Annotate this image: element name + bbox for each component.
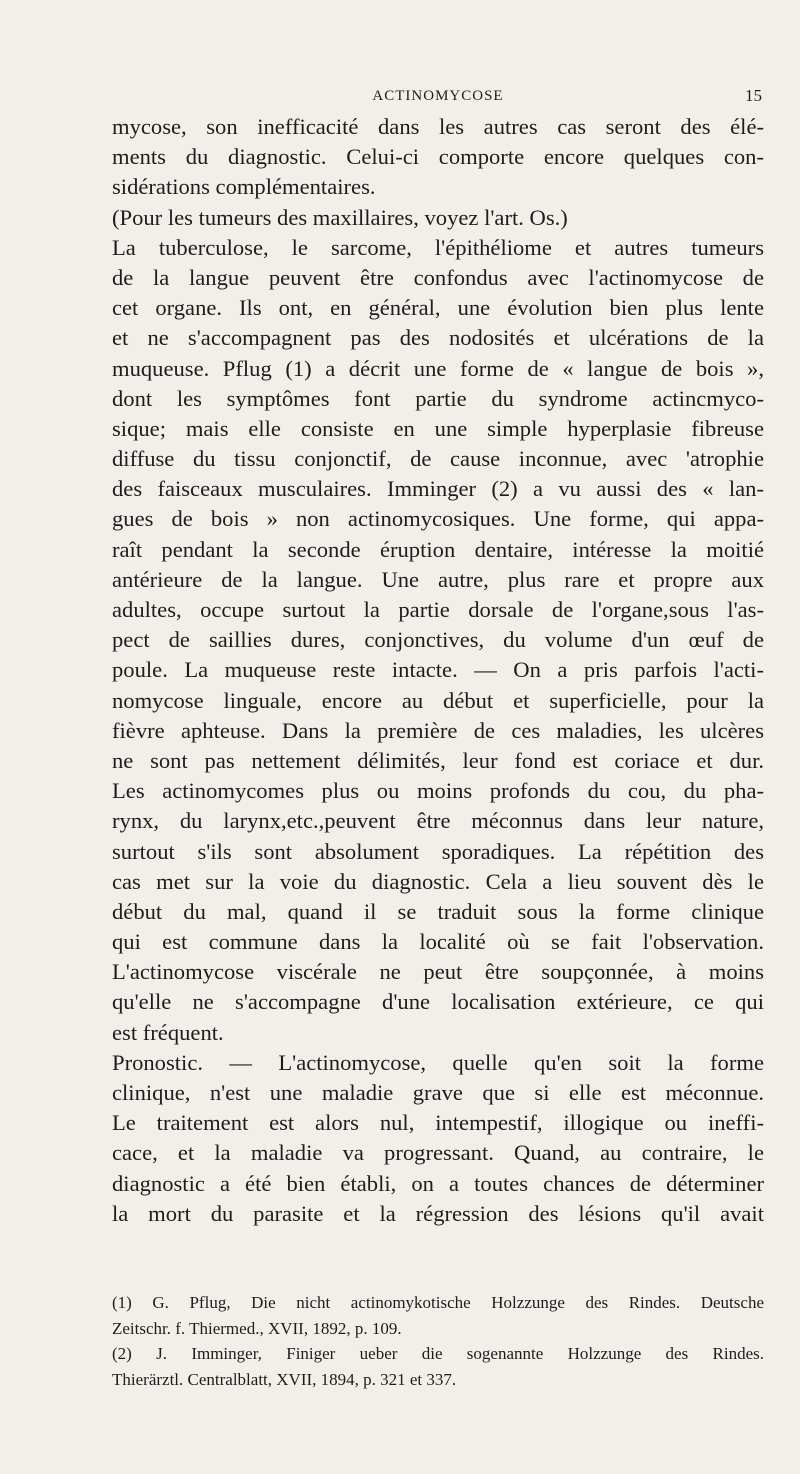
text-line: adultes, occupe surtout la partie dorsale de l'organe,sous l'as- — [112, 597, 764, 622]
text-line: début du mal, quand il se traduit sous la forme clinique — [112, 898, 764, 924]
text-line: cace, et la maladie va progressant. Quand, au contraire, le — [112, 1140, 764, 1166]
text-line: mycose, son inefficacité dans les autres cas seront des élé- — [112, 114, 764, 139]
body-text — [112, 112, 764, 1229]
text-line: qui est commune dans la localité où se fait l'observation. — [112, 929, 764, 955]
text-line: gues de bois » non actinomycosiques. Une forme, qui appa- — [112, 506, 764, 532]
text-line: poule. La muqueuse reste intacte. — On a pris parfois l'acti- — [112, 657, 764, 683]
text-line: nomycose linguale, encore au début et superficielle, pour la — [112, 687, 764, 713]
footnote-line: (2) J. Imminger, Finiger ueber die sogenannte Holzzunge des Rindes. — [112, 1344, 764, 1363]
text-line: est fréquent. — [112, 1019, 224, 1045]
text-line: ments du diagnostic. Celui-ci comporte encore quelques con- — [112, 144, 764, 170]
text-line: antérieure de la langue. Une autre, plus rare et propre aux — [112, 566, 764, 592]
text-line: (Pour les tumeurs des maxillaires, voyez l'art. Os.) — [112, 204, 568, 230]
text-line: surtout s'ils sont absolument sporadiques. La répétition des — [112, 838, 764, 864]
text-line: qu'elle ne s'accompagne d'une localisation extérieure, ce qui — [112, 989, 764, 1015]
footnote-line: Thierärztl. Centralblatt, XVII, 1894, p. 321 et 337. — [112, 1369, 457, 1389]
text-line: Pronostic. — L'actinomycose, quelle qu'en soit la forme — [112, 1049, 764, 1075]
page-number: 15 — [745, 86, 762, 105]
text-line: des faisceaux musculaires. Imminger (2) a vu aussi des « lan- — [112, 476, 764, 502]
text-line: cas met sur la voie du diagnostic. Cela a lieu souvent dès le — [112, 868, 764, 894]
footnote-line: Zeitschr. f. Thiermed., XVII, 1892, p. 109. — [112, 1318, 402, 1338]
text-line: diagnostic a été bien établi, on a toutes chances de déterminer — [112, 1170, 764, 1196]
text-line: Les actinomycomes plus ou moins profonds du cou, du pha- — [112, 778, 764, 804]
text-line: Le traitement est alors nul, intempestif, illogique ou ineffi- — [112, 1110, 764, 1136]
running-head: ACTINOMYCOSE — [372, 88, 504, 104]
text-line: raît pendant la seconde éruption dentaire, intéresse la moitié — [112, 536, 764, 562]
text-line: sique; mais elle consiste en une simple hyperplasie fibreuse — [112, 415, 764, 441]
text-line: dont les symptômes font partie du syndrome actincmyco- — [112, 385, 764, 411]
text-line: et ne s'accompagnent pas des nodosités et ulcérations de la — [112, 325, 764, 351]
text-line: L'actinomycose viscérale ne peut être soupçonnée, à moins — [112, 959, 764, 985]
text-line: ne sont pas nettement délimités, leur fond est coriace et dur. — [112, 747, 764, 773]
text-line: sidérations complémentaires. — [112, 174, 376, 200]
text-line: fièvre aphteuse. Dans la première de ces maladies, les ulcères — [112, 717, 764, 743]
footnote-line: (1) G. Pflug, Die nicht actinomykotische Holzzunge des Rindes. Deutsche — [112, 1293, 764, 1312]
text-line: rynx, du larynx,etc.,peuvent être méconnus dans leur nature, — [112, 808, 764, 834]
text-line: muqueuse. Pflug (1) a décrit une forme de « langue de bois », — [112, 355, 764, 381]
page-header — [114, 84, 762, 108]
text-line: de la langue peuvent être confondus avec l'actinomycose de — [112, 264, 764, 290]
text-line: clinique, n'est une maladie grave que si elle est méconnue. — [112, 1080, 764, 1105]
text-line: pect de saillies dures, conjonctives, du volume d'un œuf de — [112, 627, 764, 653]
text-line: La tuberculose, le sarcome, l'épithéliome et autres tumeurs — [112, 234, 764, 260]
text-line: diffuse du tissu conjonctif, de cause inconnue, avec 'atrophie — [112, 446, 764, 472]
text-line: cet organe. Ils ont, en général, une évolution bien plus lente — [112, 295, 764, 321]
footnotes — [112, 1290, 764, 1392]
text-line: la mort du parasite et la régression des lésions qu'il avait — [112, 1200, 764, 1226]
